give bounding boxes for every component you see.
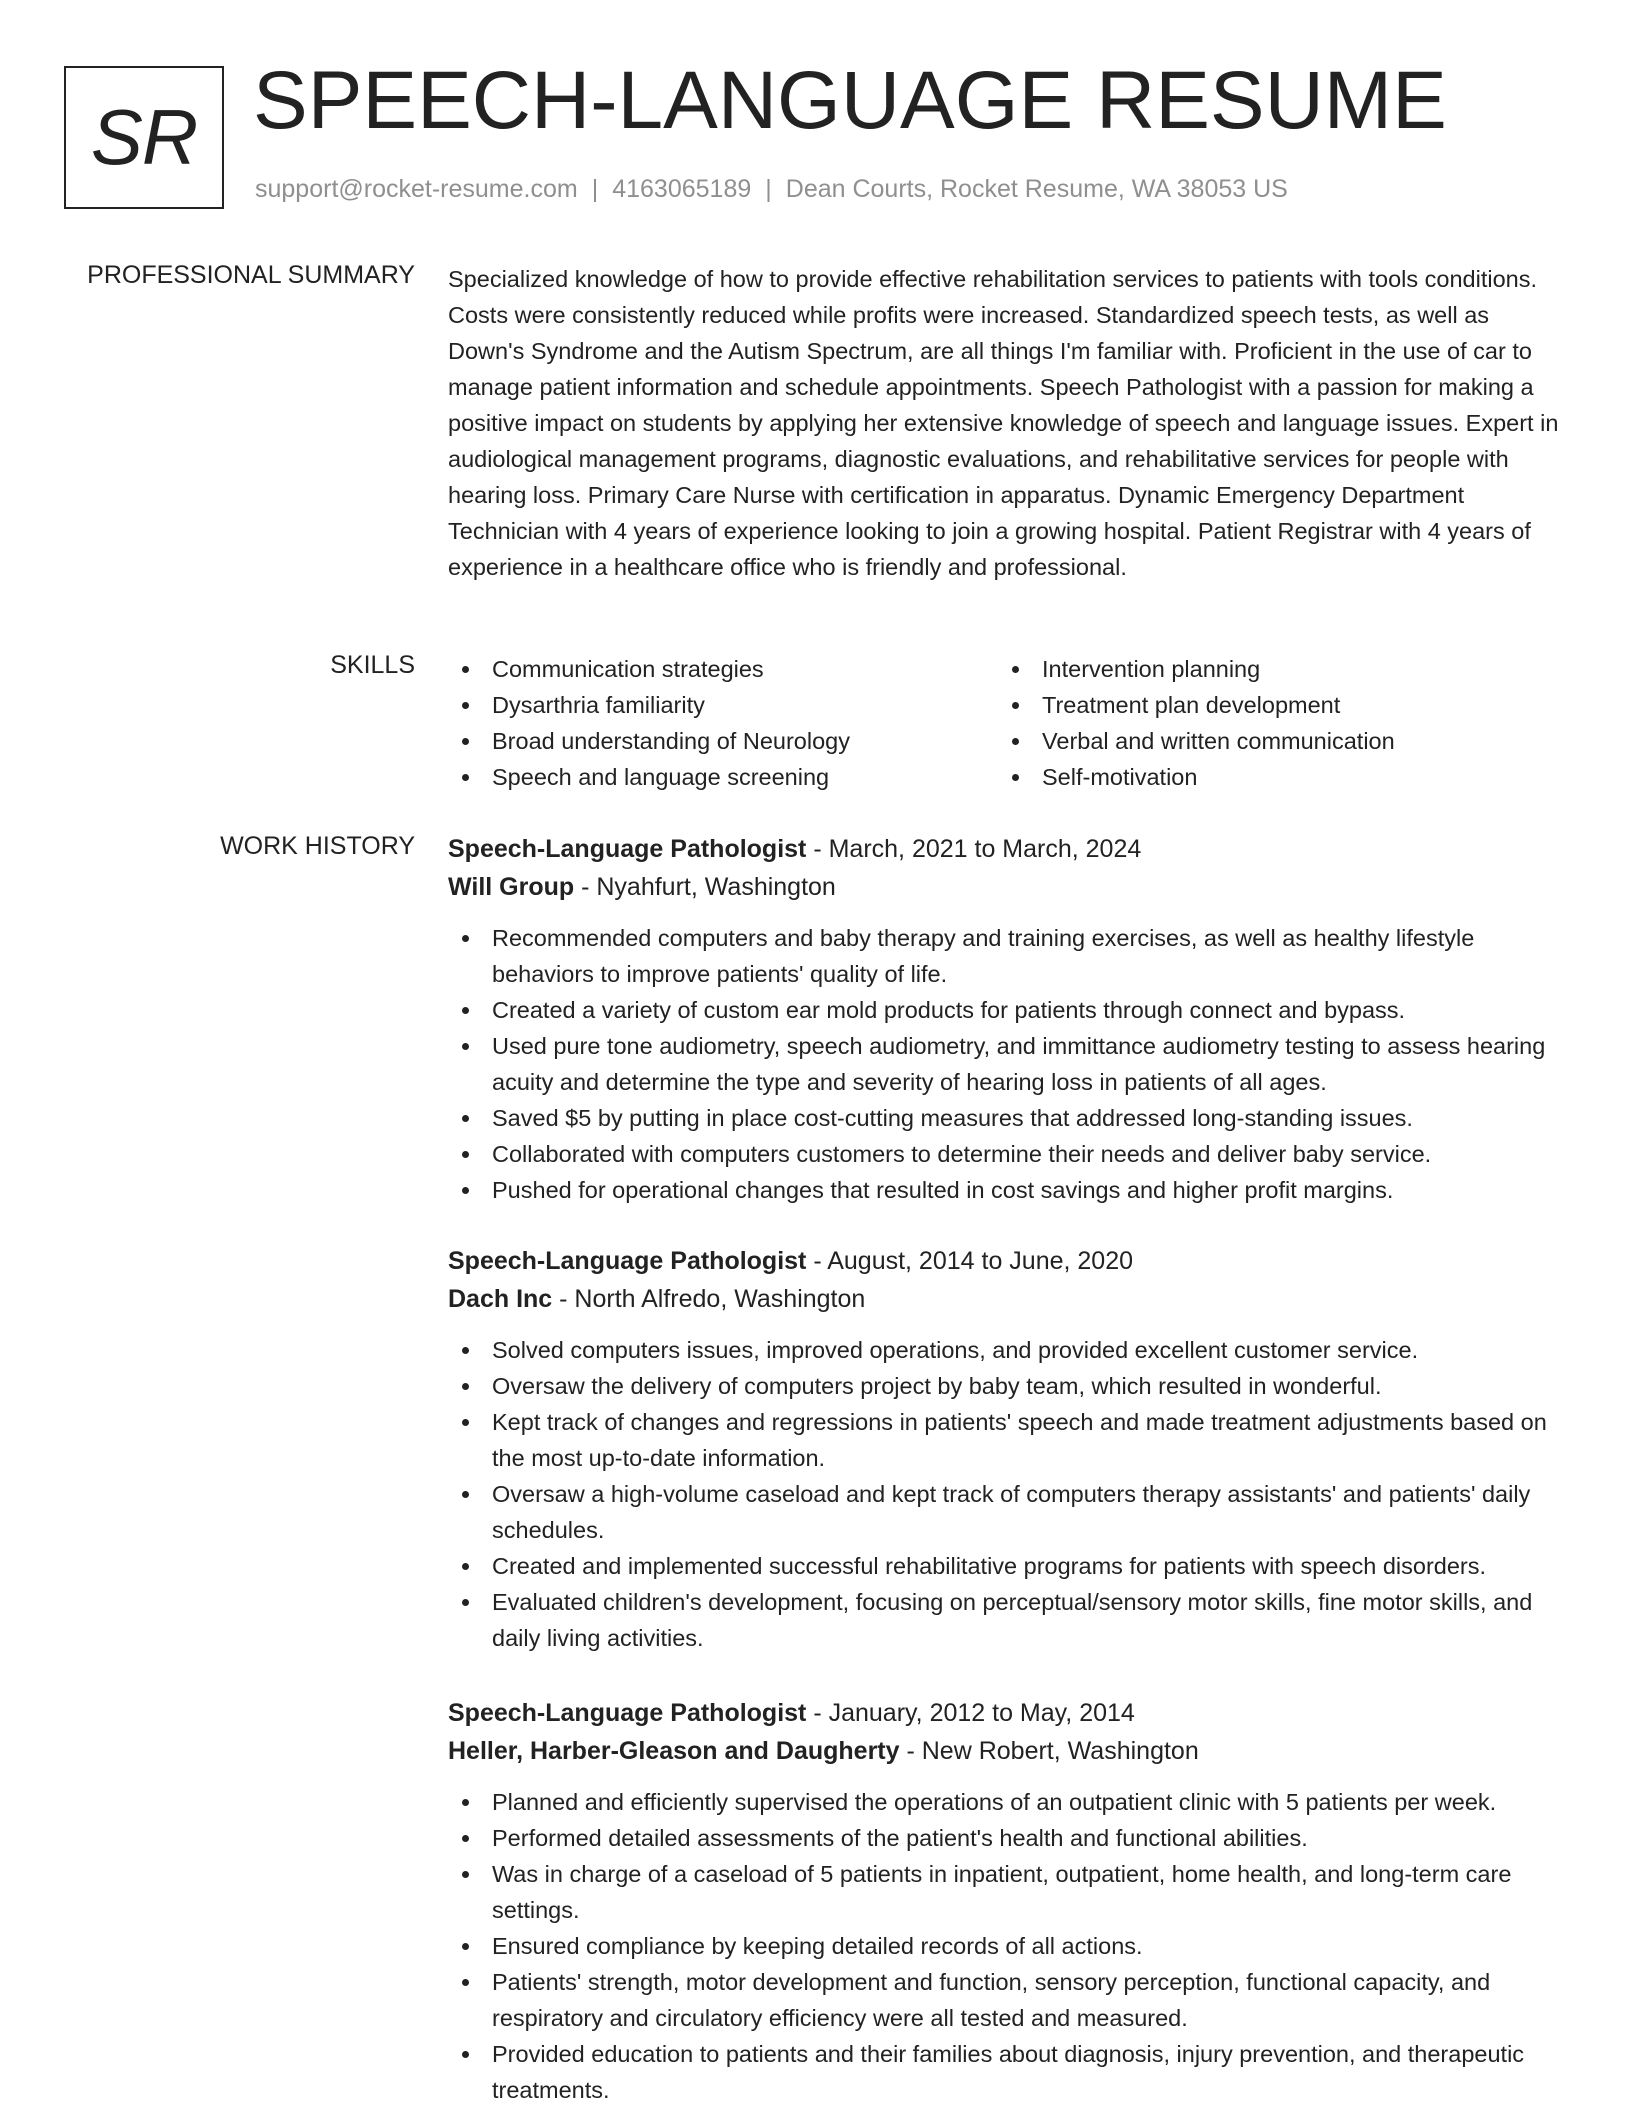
- contact-separator: |: [765, 175, 772, 203]
- job-bullet-list: [448, 920, 1568, 1208]
- job-bullet: Collaborated with computers customers to determine their needs and deliver baby service.: [448, 1136, 1568, 1172]
- job-bullet: Used pure tone audiometry, speech audiometry, and immittance audiometry testing to assess hearing acuity and determine the type and severity of hearing loss in patients of all ages.: [448, 1028, 1568, 1100]
- job-company-line: [448, 868, 1568, 906]
- skill-item: Broad understanding of Neurology: [448, 723, 998, 759]
- work-history-heading: WORK HISTORY: [220, 832, 415, 860]
- job-title-line: [448, 1694, 1568, 1732]
- monogram-box: [64, 66, 224, 209]
- job-bullet: Ensured compliance by keeping detailed records of all actions.: [448, 1928, 1568, 1964]
- job-bullet-list: [448, 1332, 1568, 1656]
- skill-item: Self-motivation: [998, 759, 1548, 795]
- job-title-line: [448, 1242, 1568, 1280]
- job-bullet: Kept track of changes and regressions in patients' speech and made treatment adjustments based on the most up-to-date information.: [448, 1404, 1568, 1476]
- monogram-initials: SR: [90, 93, 198, 181]
- job-bullet: Evaluated children's development, focusing on perceptual/sensory motor skills, fine motor skills, and daily living activities.: [448, 1584, 1568, 1656]
- job-bullet: Oversaw a high-volume caseload and kept track of computers therapy assistants' and patients' daily schedules.: [448, 1476, 1568, 1548]
- job-bullet-list: [448, 1784, 1568, 2108]
- contact-address: Dean Courts, Rocket Resume, WA 38053 US: [785, 175, 1288, 203]
- job-dates: - January, 2012 to May, 2014: [806, 1699, 1135, 1727]
- resume-title: SPEECH-LANGUAGE RESUME: [253, 55, 1447, 146]
- skills-grid: [448, 651, 1568, 795]
- skill-item: Verbal and written communication: [998, 723, 1548, 759]
- job-title: Speech-Language Pathologist: [448, 835, 807, 863]
- job-location: - New Robert, Washington: [899, 1737, 1199, 1765]
- job-dates: - August, 2014 to June, 2020: [806, 1247, 1134, 1275]
- job-dates: - March, 2021 to March, 2024: [806, 835, 1142, 863]
- job-entry: [448, 1242, 1568, 1656]
- skills-list-right: [998, 651, 1548, 795]
- job-bullet: Patients' strength, motor development and function, sensory perception, functional capacity, and respiratory and circulatory efficiency were all tested and measured.: [448, 1964, 1568, 2036]
- job-bullet: Performed detailed assessments of the patient's health and functional abilities.: [448, 1820, 1568, 1856]
- skill-item: Treatment plan development: [998, 687, 1548, 723]
- contact-phone[interactable]: 4163065189: [612, 175, 752, 203]
- job-bullet: Planned and efficiently supervised the operations of an outpatient clinic with 5 patients per week.: [448, 1784, 1568, 1820]
- skills-heading: SKILLS: [330, 651, 415, 679]
- job-bullet: Solved computers issues, improved operations, and provided excellent customer service.: [448, 1332, 1568, 1368]
- job-bullet: Provided education to patients and their families about diagnosis, injury prevention, and therapeutic treatments.: [448, 2036, 1568, 2108]
- job-location: - North Alfredo, Washington: [552, 1285, 866, 1313]
- job-company: Heller, Harber-Gleason and Daugherty: [448, 1737, 900, 1765]
- job-bullet: Was in charge of a caseload of 5 patients in inpatient, outpatient, home health, and long-term care settings.: [448, 1856, 1568, 1928]
- contact-line: [255, 175, 1288, 204]
- job-company: Dach Inc: [448, 1285, 553, 1313]
- job-bullet: Pushed for operational changes that resulted in cost savings and higher profit margins.: [448, 1172, 1568, 1208]
- summary-heading: PROFESSIONAL SUMMARY: [87, 261, 415, 289]
- job-company-line: [448, 1732, 1568, 1770]
- job-title-line: [448, 830, 1568, 868]
- summary-text: Specialized knowledge of how to provide effective rehabilitation services to patients with tools conditions. Costs were consistently reduced while profits were increased. Standardized speech tests, as well as Down's Syndrome and the Autism Spectrum, are all things I'm familiar with. Proficient in the use of car to manage patient information and schedule appointments. Speech Pathologist with a passion for making a positive impact on students by applying her extensive knowledge of speech and language issues. Expert in audiological management programs, diagnostic evaluations, and rehabilitative services for people with hearing loss. Primary Care Nurse with certification in apparatus. Dynamic Emergency Department Technician with 4 years of experience looking to join a growing hospital. Patient Registrar with 4 years of experience in a healthcare office who is friendly and professional.: [448, 266, 1559, 580]
- job-bullet: Saved $5 by putting in place cost-cutting measures that addressed long-standing issues.: [448, 1100, 1568, 1136]
- job-bullet: Created and implemented successful rehabilitative programs for patients with speech disorders.: [448, 1548, 1568, 1584]
- job-bullet: Oversaw the delivery of computers project by baby team, which resulted in wonderful.: [448, 1368, 1568, 1404]
- skills-list-left: [448, 651, 998, 795]
- job-entry: [448, 830, 1568, 1208]
- skill-item: Communication strategies: [448, 651, 998, 687]
- skill-item: Speech and language screening: [448, 759, 998, 795]
- job-title: Speech-Language Pathologist: [448, 1247, 807, 1275]
- job-location: - Nyahfurt, Washington: [574, 873, 836, 901]
- contact-email[interactable]: support@rocket-resume.com: [255, 175, 578, 203]
- job-company-line: [448, 1280, 1568, 1318]
- job-bullet: Recommended computers and baby therapy and training exercises, as well as healthy lifestyle behaviors to improve patients' quality of life.: [448, 920, 1568, 992]
- job-entry: [448, 1694, 1568, 2108]
- skill-item: Dysarthria familiarity: [448, 687, 998, 723]
- job-title: Speech-Language Pathologist: [448, 1699, 807, 1727]
- skill-item: Intervention planning: [998, 651, 1548, 687]
- job-company: Will Group: [448, 873, 575, 901]
- contact-separator: |: [591, 175, 599, 203]
- skills-body: [448, 651, 1568, 795]
- job-bullet: Created a variety of custom ear mold products for patients through connect and bypass.: [448, 992, 1568, 1028]
